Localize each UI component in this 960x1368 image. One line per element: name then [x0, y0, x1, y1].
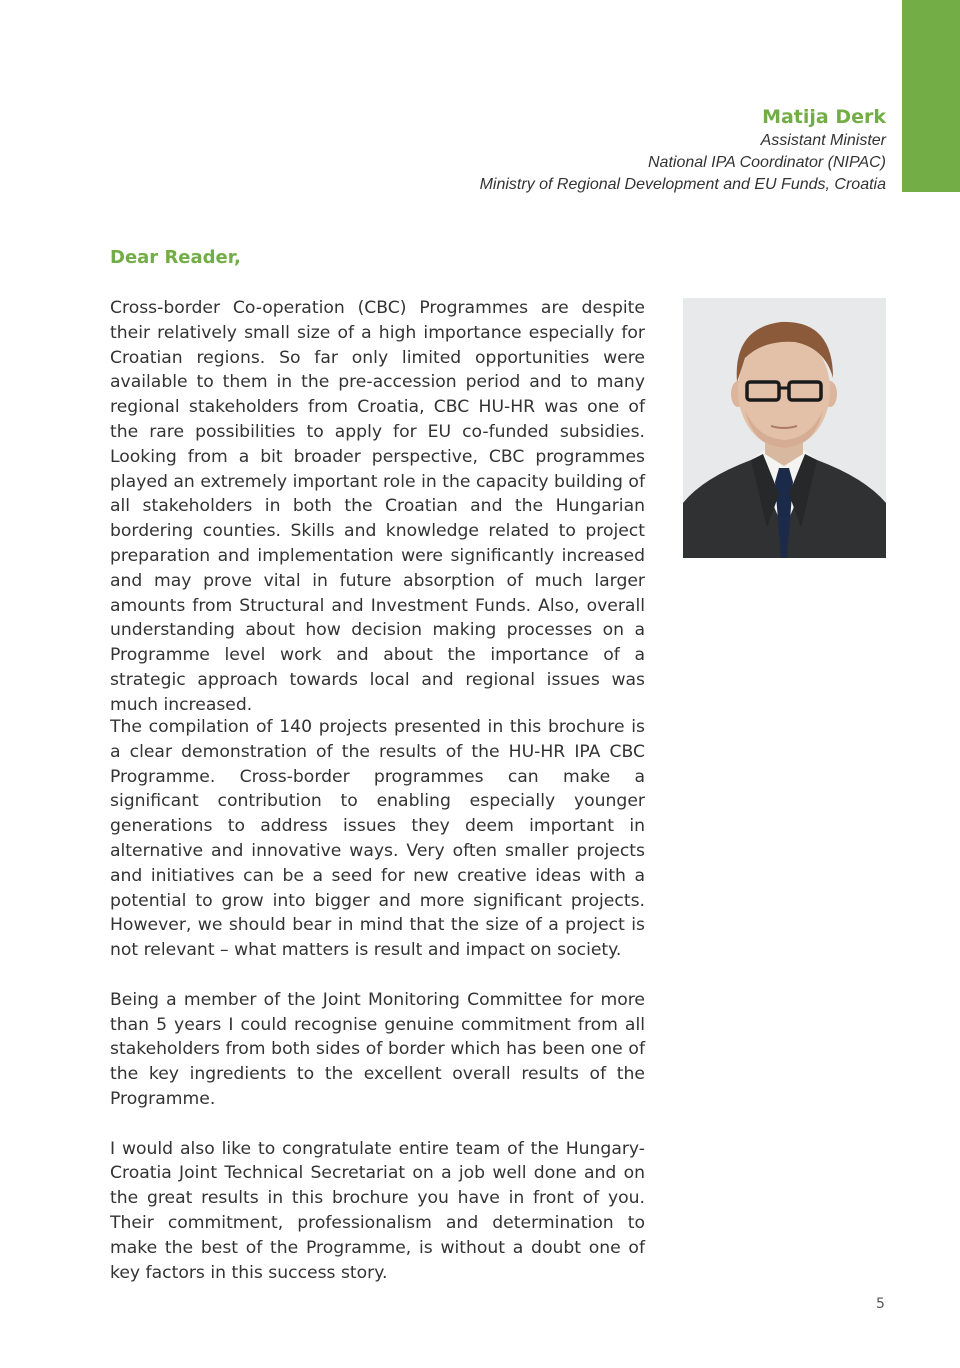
author-header — [480, 104, 886, 196]
author-name: Matija Derk — [762, 106, 886, 128]
author-role: National IPA Coordinator (NIPAC) — [647, 154, 886, 171]
letter-paragraph-2: The compilation of 140 projects presented in this brochure is a clear demonstration of the results of the HU-HR IPA CBC Programme. Cross-border programmes can make a significant contribution to enabling especially younger generations to address issues they deem important in alternative and innovative ways. Very often smaller projects and initiatives can be a seed for new creative ideas with a potential to grow into bigger and more significant projects. However, we should bear in mind that the size of a project is not relevant – what matters is result and impact on society. — [110, 717, 645, 961]
letter-body-top — [110, 296, 645, 742]
author-title: Assistant Minister — [760, 132, 886, 149]
letter-paragraph-4: I would also like to congratulate entire team of the Hungary-Croatia Joint Technical Secretariat on a job well done and on the great results in this brochure you have in front of you. Their commitment, professionalism and determination to make the best of the Programme, is without a doubt one of key factors in this success story. — [110, 1138, 645, 1283]
letter-body-bottom — [110, 715, 645, 1310]
author-ministry: Ministry of Regional Development and EU Funds, Croatia — [479, 176, 886, 193]
letter-paragraph-1: Cross-border Co-operation (CBC) Programmes are despite their relatively small size of a high importance especially for Croatian regions. So far only limited opportunities were available to them in the pre-accession period and to many regional stakeholders from Croatia, CBC HU-HR was one of the rare possibilities to apply for EU co-funded subsidies. Looking from a bit broader perspective, CBC programmes played an extremely important role in the capacity building of all stakeholders in both the Croatian and the Hungarian bordering counties. Skills and knowledge related to project preparation and implementation were significantly increased and may prove vital in future absorption of much larger amounts from Structural and Investment Funds. Also, overall understanding about how decision making processes on a Programme level work and about the importance of a strategic approach towards local and regional issues was much increased. — [110, 298, 645, 715]
page-number: 5 — [876, 1296, 885, 1312]
salutation: Dear Reader, — [110, 247, 241, 268]
green-accent-bar — [902, 0, 960, 192]
letter-paragraph-3: Being a member of the Joint Monitoring Committee for more than 5 years I could recognise genuine commitment from all stakeholders from both sides of border which has been one of the key ingredients to the excellent overall results of the Programme. — [110, 989, 645, 1109]
author-portrait-photo — [683, 298, 886, 558]
